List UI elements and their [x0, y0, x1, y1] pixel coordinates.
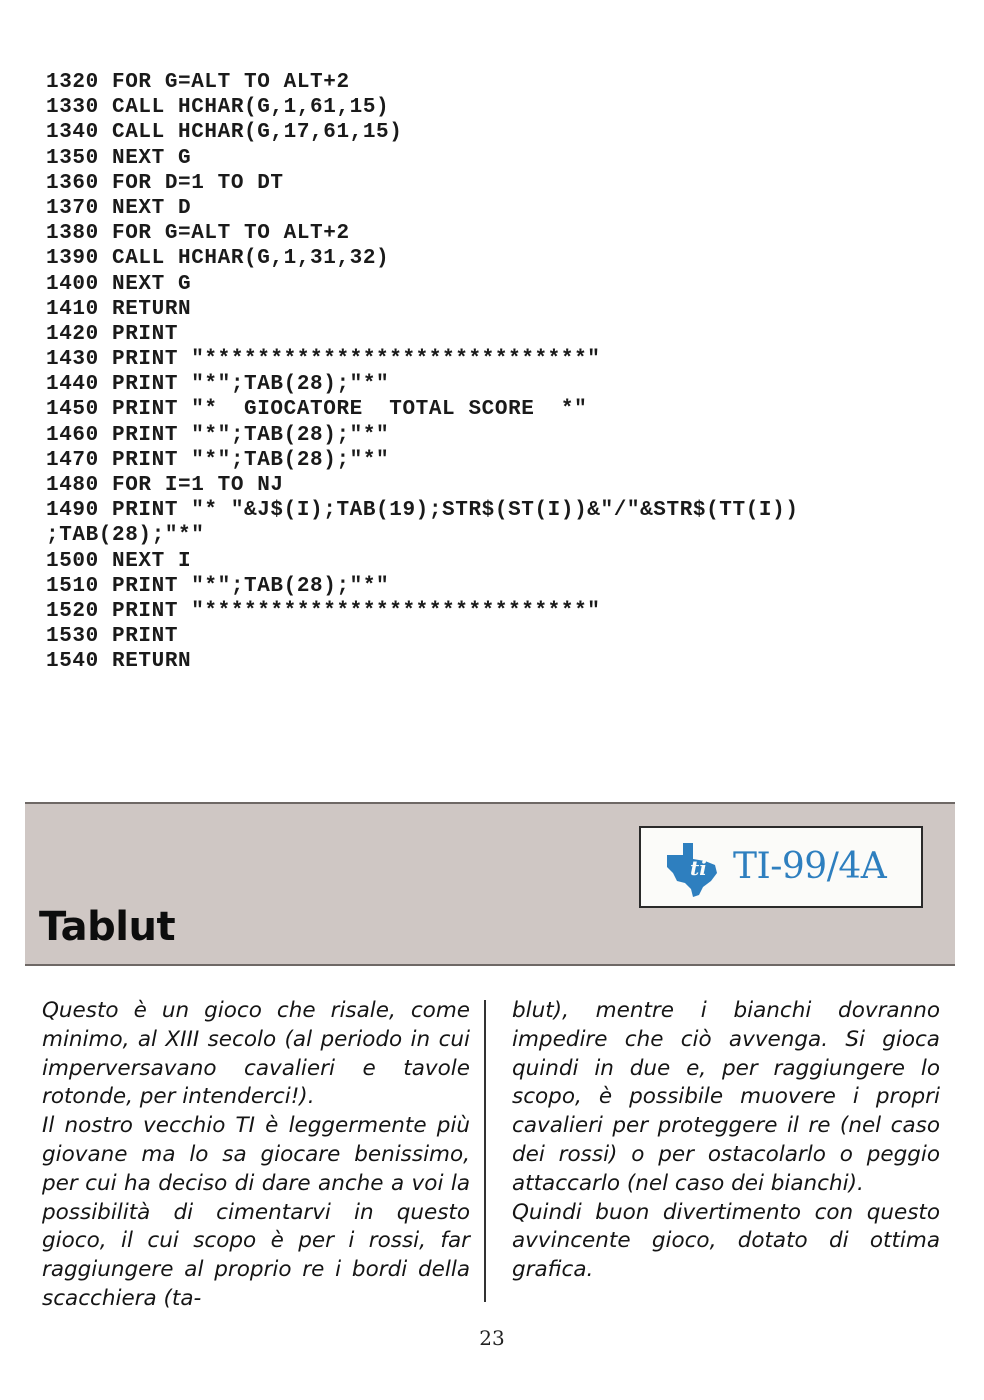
basic-code-listing [46, 70, 946, 675]
code-line: 1470 PRINT "*";TAB(28);"*" [46, 448, 390, 472]
code-line: 1320 FOR G=ALT TO ALT+2 [46, 71, 350, 94]
code-line: 1520 PRINT "*****************************" [46, 599, 601, 623]
page-number: 23 [479, 1326, 505, 1350]
code-line: 1340 CALL HCHAR(G,17,61,15) [46, 121, 403, 145]
code-line: 1360 FOR D=1 TO DT [46, 171, 284, 195]
paragraph: Questo è un gioco che risale, come minimo, al XIII secolo (al periodo in cui imperversavano cavalieri e tavole rotonde, per intenderci!). [42, 998, 470, 1110]
column-divider [484, 1000, 486, 1302]
code-line: 1480 FOR I=1 TO NJ [46, 474, 284, 497]
paragraph: Quindi buon divertimento con questo avvincente gioco, dotato di ottima grafica. [512, 1199, 940, 1283]
texas-instruments-logo-icon [661, 839, 721, 899]
paragraph: Il nostro vecchio TI è leggermente più giovane ma lo sa giocare benissimo, per cui ha deciso di dare anche a voi la possibilità di cimentarvi in questo gioco, il cui scopo è per i rossi, far raggiungere al proprio re i bordi della scacchiera (ta- [42, 1113, 470, 1311]
code-line: 1490 PRINT "* "&J$(I);TAB(19);STR$(ST(I))&"/"&STR$(TT(I)) [46, 499, 799, 523]
code-line: 1460 PRINT "*";TAB(28);"*" [46, 423, 390, 447]
code-line-continuation: ;TAB(28);"*" [46, 524, 205, 548]
code-line: 1510 PRINT "*";TAB(28);"*" [46, 574, 390, 598]
code-line: 1390 CALL HCHAR(G,1,31,32) [46, 247, 390, 271]
code-line: 1410 RETURN [46, 297, 192, 321]
code-line: 1330 CALL HCHAR(G,1,61,15) [46, 96, 390, 120]
code-line: 1420 PRINT [46, 322, 179, 346]
code-line: 1350 NEXT G [46, 146, 192, 170]
article-column-right [512, 997, 940, 1285]
code-line: 1530 PRINT [46, 625, 179, 649]
article-header-banner [25, 802, 955, 966]
code-line: 1430 PRINT "*****************************" [46, 348, 601, 372]
article-column-left [42, 997, 470, 1314]
code-line: 1450 PRINT "* GIOCATORE TOTAL SCORE *" [46, 398, 588, 422]
article-title: Tablut [39, 904, 176, 950]
platform-name: TI-99/4A [733, 846, 887, 887]
code-line: 1370 NEXT D [46, 196, 192, 220]
code-line: 1440 PRINT "*";TAB(28);"*" [46, 373, 390, 397]
code-line: 1380 FOR G=ALT TO ALT+2 [46, 222, 350, 246]
paragraph: blut), mentre i bianchi dovranno impedire che ciò avvenga. Si gioca quindi in due e, per raggiungere lo scopo, è possibile muovere i propri cavalieri per proteggere il re (nel caso dei rossi) o per ostacolarlo o peggio attaccarlo (nel caso dei bianchi). [512, 998, 940, 1196]
svg-text:ti: ti [690, 856, 707, 880]
code-line: 1540 RETURN [46, 650, 192, 674]
platform-badge [639, 826, 923, 908]
code-line: 1400 NEXT G [46, 272, 192, 296]
code-line: 1500 NEXT I [46, 549, 192, 573]
